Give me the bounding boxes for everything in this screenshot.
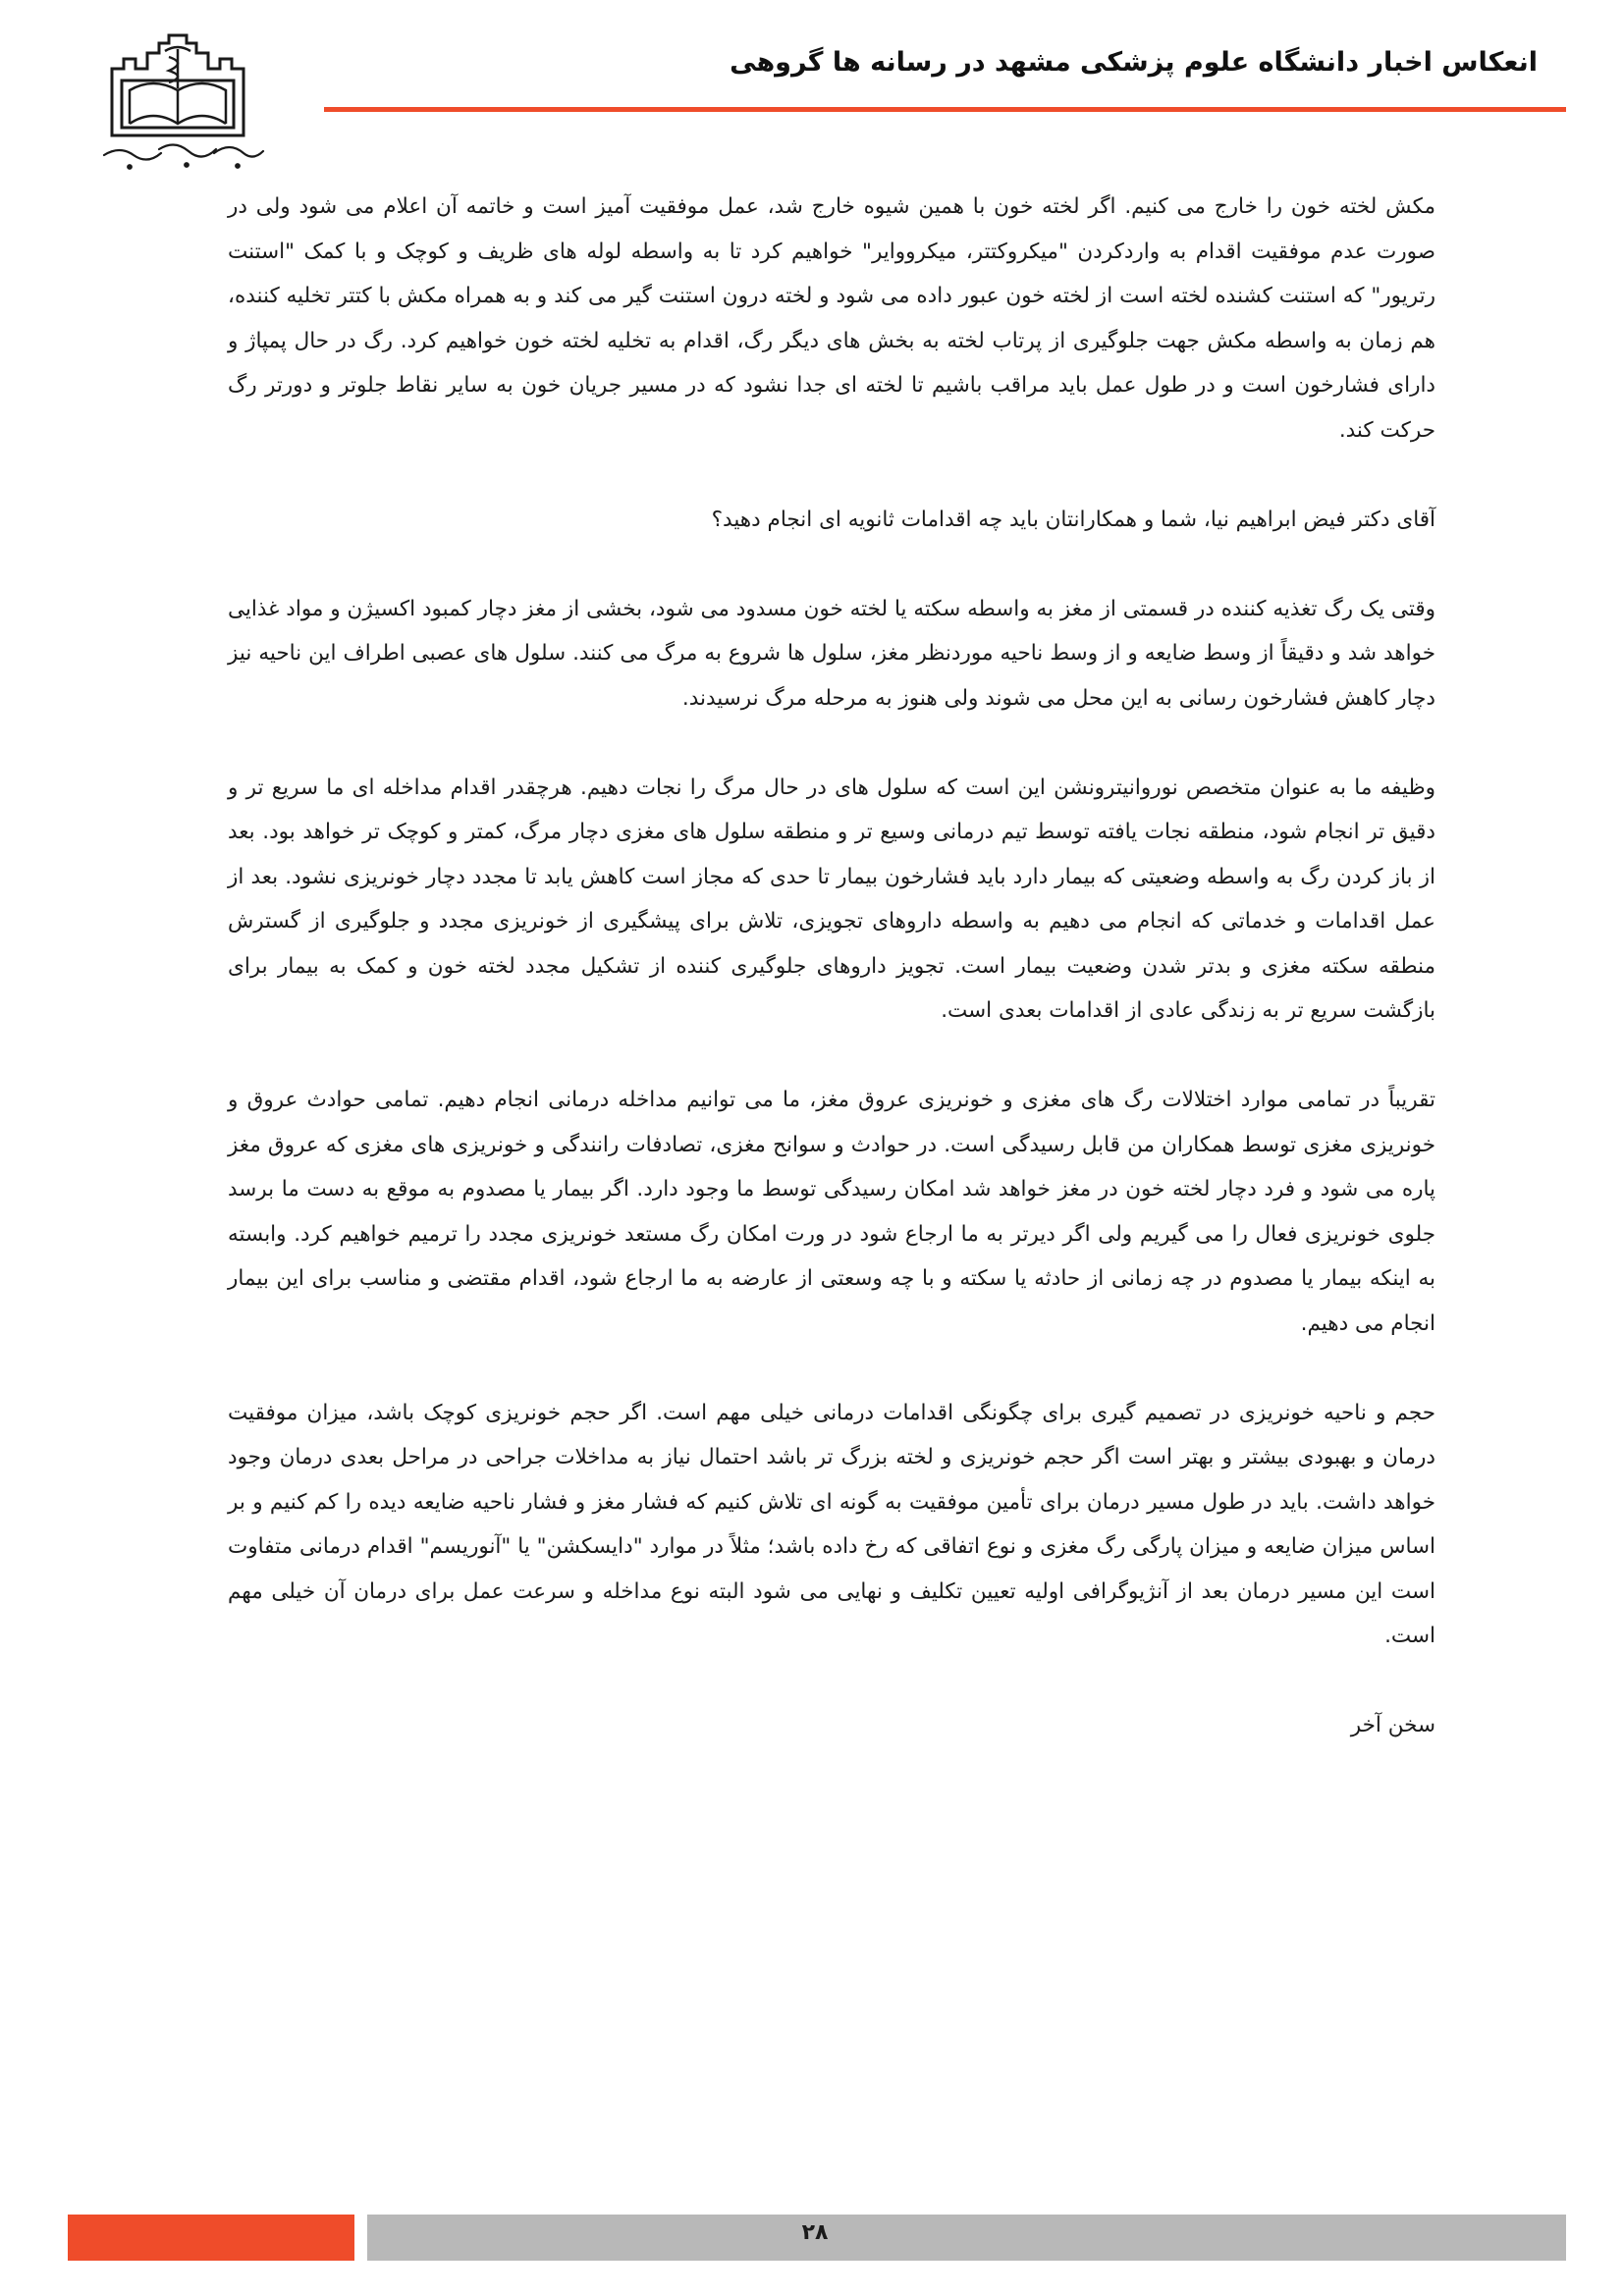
header-divider (324, 107, 1566, 112)
paragraph-hemorrhage-volume: حجم و ناحیه خونریزی در تصمیم گیری برای چگونگی اقدامات درمانی خیلی مهم است. اگر حجم خونریزی کوچک باشد، میزان موفقیت درمان و بهبودی بیشتر و بهتر است اگر حجم خونریزی و لخته بزرگ تر باشد احتمال نیاز به مداخلات جراحی در مراحل بعدی درمان وجود خواهد داشت. باید در طول مسیر درمان برای تأمین موفقیت به گونه ای تلاش کنیم که فشار مغز و فشار ناحیه ضایعه دیده را کم کنیم و بر اساس میزان ضایعه و میزان پارگی رگ مغزی و نوع اتفاقی که رخ داده باشد؛ مثلاً در موارد "دایسکشن" یا "آنوریسم" اقدام درمانی متفاوت است این مسیر درمان بعد از آنژیوگرافی اولیه تعیین تکلیف و نهایی می شود البته نوع مداخله و سرعت عمل برای درمان آن خیلی مهم است. (228, 1400, 1435, 1648)
footer-accent-bar (68, 2215, 354, 2261)
university-seal-icon (90, 29, 272, 177)
paragraph-thrombectomy: مکش لخته خون را خارج می کنیم. اگر لخته خون با همین شیوه خارج شد، عمل موفقیت آمیز است و خاتمه آن اعلام می شود ولی در صورت عدم موفقیت اقدام به واردکردن "میکروکتتر، میکروواير" خواهیم کرد تا به واسطه لوله های ظریف و کوچک و با کمک "استنت رتریور" که استنت کشنده لخته است از لخته خون عبور داده می شود و لخته درون استنت گیر می کند و به همراه مکش با کتتر تخلیه کننده، هم زمان به واسطه مکش جهت جلوگیری از پرتاب لخته به بخش های دیگر رگ، اقدام به تخلیه لخته خون خواهیم کرد. رگ در حال پمپاژ و دارای فشارخون است و در طول عمل باید مراقب باشیم تا لخته ای جدا نشود که در مسیر جریان خون به سایر نقاط جلوتر و دورتر رگ حرکت کند. (228, 194, 1435, 443)
article-body (228, 185, 1435, 1792)
section-heading-final-words: سخن آخر (1350, 1713, 1435, 1737)
footer-gray-bar (367, 2215, 1566, 2261)
interview-question: آقای دکتر فیض ابراهیم نیا، شما و همکارانتان باید چه اقدامات ثانویه ای انجام دهید؟ (711, 507, 1435, 532)
university-logo (90, 29, 272, 177)
page-number: ۲۸ (801, 2220, 829, 2245)
paragraph-intervention-role: وظیفه ما به عنوان متخصص نوروانیترونشن این است که سلول های در حال مرگ را نجات دهیم. هرچقدر اقدام مداخله ای ما سریع تر و دقیق تر انجام شود، منطقه نجات یافته توسط تیم درمانی وسیع تر و منطقه سلول های مغزی دچار مرگ، کمتر و کوچک تر خواهد بود. بعد از باز کردن رگ به واسطه وضعیتی که بیمار دارد باید فشارخون بیمار تا حدی که مجاز است کاهش یابد تا مجدد دچار خونریزی نشود. بعد از عمل اقدامات و خدماتی که انجام می دهیم به واسطه داروهای تجویزی، تلاش برای پیشگیری از خونریزی مجدد و جلوگیری از گسترش منطقه سکته مغزی و بدتر شدن وضعیت بیمار است. تجویز داروهای جلوگیری کننده از تشکیل مجدد لخته خون و کمک به بیمار برای بازگشت سریع تر به زندگی عادی از اقدامات بعدی است. (228, 774, 1435, 1023)
header-title: انعکاس اخبار دانشگاه علوم پزشکی مشهد در رسانه ها گروهی (730, 47, 1538, 78)
paragraph-hemorrhage-cases: تقریباً در تمامی موارد اختلالات رگ های مغزی و خونریزی عروق مغز، ما می توانیم مداخله درمانی انجام دهیم. تمامی حوادث عروق و خونریزی مغزی توسط همکاران من قابل رسیدگی است. در حوادث و سوانح مغزی، تصادفات رانندگی و خونریزی های مغزی که عروق مغز پاره می شود و فرد دچار لخته خون در مغز خواهد شد امکان رسیدگی توسط ما وجود دارد. اگر بیمار یا مصدوم به موقع به دست ما برسد جلوی خونریزی فعال را می گیریم ولی اگر دیرتر به ما ارجاع شود در ورت امکان رگ مستعد خونریزی مجدد را ترمیم خواهیم کرد. وابسته به اینکه بیمار یا مصدوم در چه زمانی از حادثه یا سکته و با چه وسعتی از عارضه به ما ارجاع شود، اقدام مقتضی و مناسب برای این بیمار انجام می دهیم. (228, 1088, 1435, 1336)
paragraph-brain-ischemia: وقتی یک رگ تغذیه کننده در قسمتی از مغز به واسطه سکته یا لخته خون مسدود می شود، بخشی از مغز دچار کمبود اکسیژن و مواد غذایی خواهد شد و دقیقاً از وسط ضایعه و از وسط ناحیه موردنظر مغز، سلول ها شروع به مرگ می کنند. سلول های عصبی اطراف این ناحیه نیز دچار کاهش فشارخون رسانی به این محل می شوند ولی هنوز به مرحله مرگ نرسیدند. (228, 596, 1435, 711)
